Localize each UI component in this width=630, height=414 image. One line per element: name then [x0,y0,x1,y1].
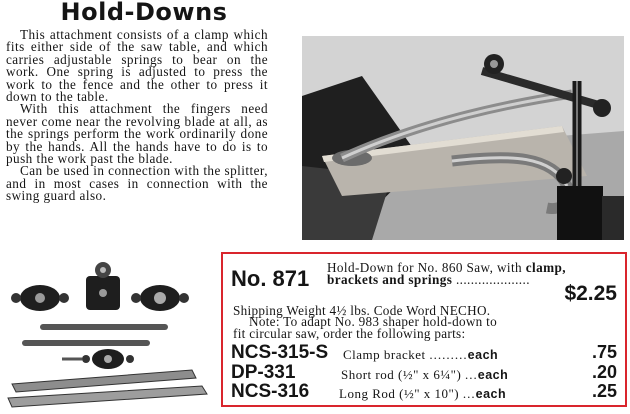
clamp-bracket-center [86,262,120,310]
parts-illustration [2,258,214,410]
part-dots: ... [465,367,478,382]
note-line-1: Note: To adapt No. 983 shaper hold-down to [249,314,498,329]
shipping-info: Shipping Weight 4½ lbs. Code Word NECHO. [233,303,491,318]
adapt-note [233,316,619,340]
part-desc-text: Long Rod (½" x 10") [339,386,460,401]
loose-parts-drawing [2,258,214,410]
main-item-price: $2.25 [564,282,617,305]
description-para-2: With this attachment the fingers need never come near the revolving blade at all, as the springs perform the work ordinarily done by the hands. All the hands have to do is to push the work past the blade. [6,101,268,167]
part-number: DP-331 [231,362,296,383]
part-price: .20 [591,362,617,382]
main-item-number: No. 871 [231,266,310,291]
description-para-1: This attachment consists of a clamp which fits either side of the saw table, and which carries adjustable springs to bear on the work. One spring is adjusted to press the work to the fence and the other to press it down to the table. [6,27,268,105]
rod-clamp [62,349,134,369]
part-dots: ... [462,386,476,401]
main-item-desc-prefix: Hold-Down for No. 860 Saw, with [327,260,523,275]
page-title: Hold-Downs [60,0,228,26]
part-each: each [467,348,499,362]
part-number: NCS-315-S [231,342,329,363]
hold-down-photo [302,36,624,240]
part-description [343,347,498,363]
description [6,29,268,203]
part-desc-text: Clamp bracket [343,347,426,362]
clamp-bracket-left [11,285,69,311]
main-item-desc-bold: clamp, brackets and springs [327,260,566,287]
part-dots: ......... [429,347,468,362]
part-desc-text: Short rod (½" x 6¼") [341,367,462,382]
short-rod [22,340,150,346]
description-para-3: Can be used in connection with the splitter, and in most cases in connection with the swing guard also. [6,163,268,204]
main-item-dots: .................... [455,272,530,287]
hold-down-photo-illustration [302,36,624,240]
part-number: NCS-316 [231,381,310,402]
clamp-bracket-right [131,285,189,311]
part-each: each [475,387,507,401]
part-description [341,367,508,383]
long-rod [40,324,168,330]
part-price: .75 [591,342,617,362]
note-line-2: fit circular saw, order the following parts: [233,326,466,342]
part-each: each [477,368,509,382]
spec-box [221,252,627,407]
part-price: .25 [591,381,617,401]
part-description [339,386,506,402]
